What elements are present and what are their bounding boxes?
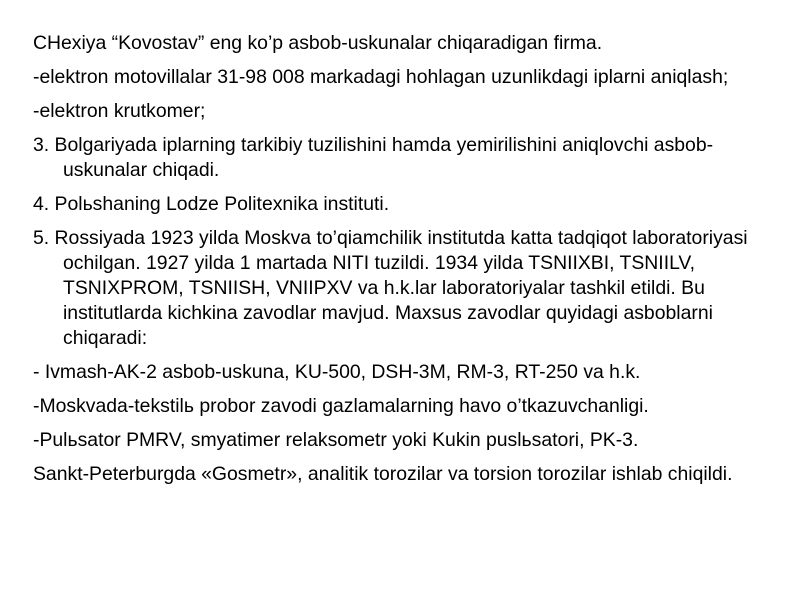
paragraph-motovillalar: -elektron motovillalar 31-98 008 markadagi hohlagan uzunlikdagi iplarni aniqlash; [33, 66, 729, 88]
paragraph-moscow-textile: -Moskvada-tekstilь probor zavodi gazlamalarning havo o’tkazuvchanligi. [33, 395, 649, 417]
paragraph-ivmash: - Ivmash-AK-2 asbob-uskuna, KU-500, DSH-3M, RM-3, RT-250 va h.k. [33, 361, 641, 383]
paragraph-saint-petersburg: Sankt-Peterburgda «Gosmetr», analitik torozilar va torsion torozilar ishlab chiqildi. [33, 463, 733, 485]
paragraph-bulgaria: 3. Bolgariyada iplarning tarkibiy tuzilishini hamda yemirilishini aniqlovchi asbob-uskunalar chiqadi. [33, 134, 714, 181]
paragraph-krutkomer: -elektron krutkomer; [33, 100, 206, 122]
body-text [33, 31, 773, 496]
paragraph-czech-firm: CHexiya “Kovostav” eng ko’p asbob-uskunalar chiqaradigan firma. [33, 32, 603, 54]
paragraph-russia: 5. Rossiyada 1923 yilda Moskva to’qiamchilik institutda katta tadqiqot laboratoriyasi ochilgan. 1927 yilda 1 martada NITI tuzildi. 1934 yilda TSNIIXBI, TSNIILV, TSNIXPROM, TSNIISH, VNIIPXV va h.k.lar laboratoriyalar tashkil etildi. Bu institutlarda kichkina zavodlar mavjud. Maxsus zavodlar quyidagi asboblarni chiqaradi: [33, 227, 748, 349]
paragraph-pulsator: -Pulьsator PMRV, smyatimer relaksometr yoki Kukin puslьsatori, PK-3. [33, 429, 639, 451]
paragraph-poland: 4. Polьshaning Lodze Politexnika instituti. [33, 193, 390, 215]
